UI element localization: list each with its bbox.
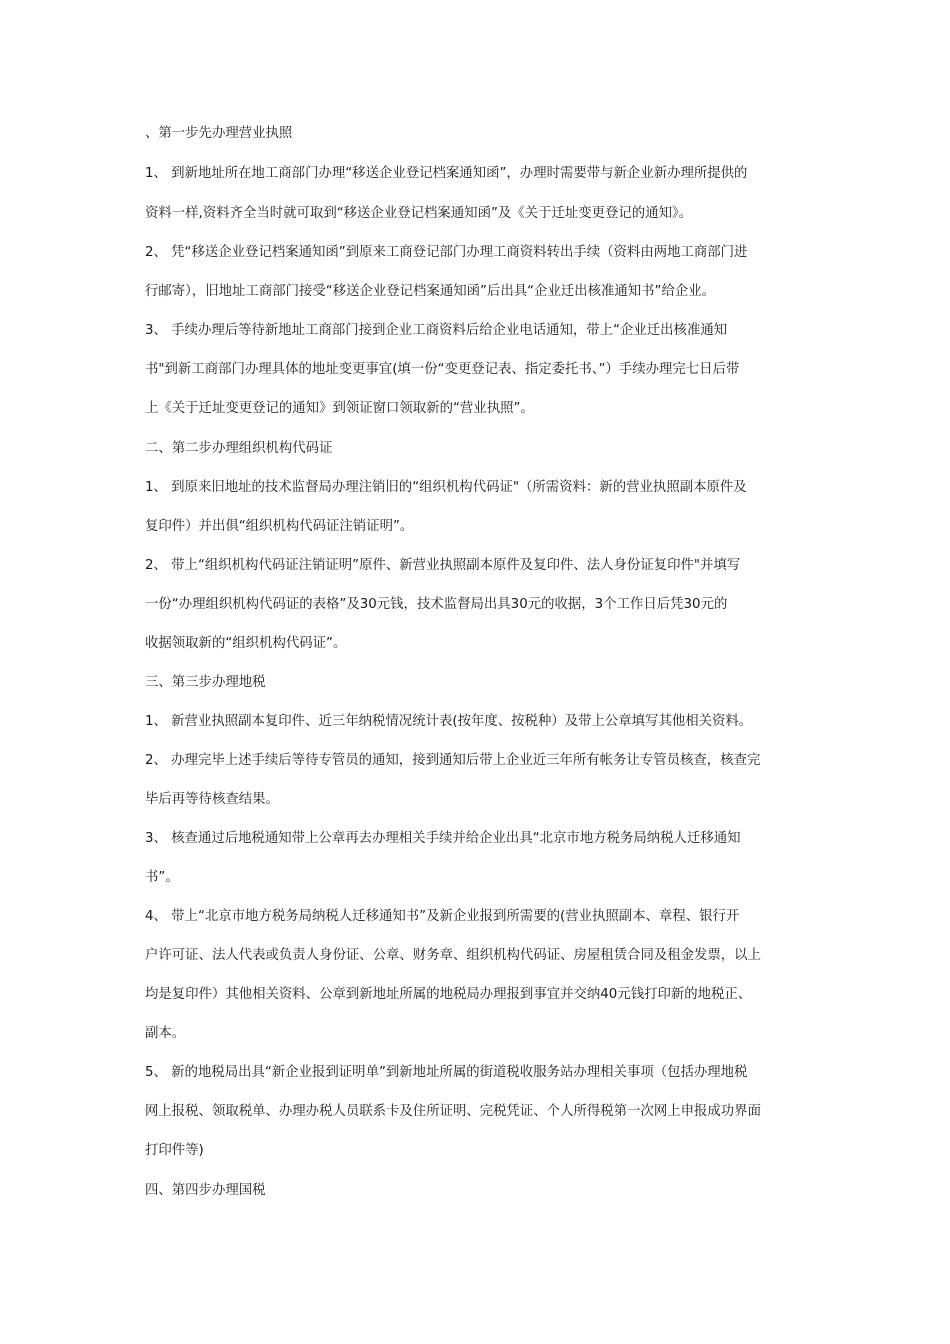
paragraph-line: 一份“办理组织机构代码证的表格”及30元钱，技术监督局出具30元的收据，3个工作日后凭30元的 xyxy=(145,597,728,612)
paragraph-line: 资料一样,资料齐全当时就可取到“移送企业登记档案通知函”及《关于迁址变更登记的通知》。 xyxy=(145,206,693,221)
paragraph-line: 打印件等) xyxy=(145,1143,204,1158)
paragraph-line: 副本。 xyxy=(145,1026,186,1041)
paragraph-line: 2、 凭“移送企业登记档案通知函”到原来工商登记部门办理工商资料转出手续（资料由两地工商部门进 xyxy=(145,245,748,260)
paragraph-line: 复印件）并出俱“组织机构代码证注销证明”。 xyxy=(145,519,414,534)
paragraph-line: 4、 带上“北京市地方税务局纳税人迁移通知书”及新企业报到所需要的(营业执照副本、章程、银行开 xyxy=(145,909,740,924)
paragraph-line: 毕后再等待核查结果。 xyxy=(145,792,279,807)
paragraph-line: 收据领取新的“组织机构代码证”。 xyxy=(145,636,347,651)
section-heading-step-2: 二、第二步办理组织机构代码证 xyxy=(145,441,333,456)
section-heading-step-3: 三、第三步办理地税 xyxy=(145,675,266,690)
paragraph-line: 行邮寄），旧地址工商部门接受“移送企业登记档案通知函”后出具“企业迁出核准通知书”给企业。 xyxy=(145,284,716,299)
section-heading-step-1: 、第一步先办理营业执照 xyxy=(145,126,293,141)
section-heading-step-4: 四、第四步办理国税 xyxy=(145,1183,266,1198)
paragraph-line: 户许可证、法人代表或负责人身份证、公章、财务章、组织机构代码证、房屋租赁合同及租金发票，以上 xyxy=(145,948,761,963)
paragraph-line: 1、 到新地址所在地工商部门办理“移送企业登记档案通知函”，办理时需要带与新企业新办理所提供的 xyxy=(145,166,748,181)
paragraph-line: 书"到新工商部门办理具体的地址变更事宜(填一份“变更登记表、指定委托书、”）手续办理完七日后带 xyxy=(145,362,740,377)
paragraph-line: 均是复印件）其他相关资料、公章到新地址所属的地税局办理报到事宜并交纳40元钱打印新的地税正、 xyxy=(145,987,752,1002)
paragraph-line: 2、 带上“组织机构代码证注销证明”原件、新营业执照副本原件及复印件、法人身份证复印件"并填写 xyxy=(145,558,741,573)
paragraph-line: 3、 手续办理后等待新地址工商部门接到企业工商资料后给企业电话通知，带上“企业迁出核准通知 xyxy=(145,323,728,338)
paragraph-line: 1、 到原来旧地址的技术监督局办理注销旧的“组织机构代码证"（所需资料：新的营业执照副本原件及 xyxy=(145,480,747,495)
paragraph-line: 5、 新的地税局出具“新企业报到证明单”到新地址所属的街道税收服务站办理相关事项（包括办理地税 xyxy=(145,1065,748,1080)
paragraph-line: 书”。 xyxy=(145,870,179,885)
paragraph-line: 1、 新营业执照副本复印件、近三年纳税情况统计表(按年度、按税种）及带上公章填写其他相关资料。 xyxy=(145,714,753,729)
paragraph-line: 2、 办理完毕上述手续后等待专管员的通知，接到通知后带上企业近三年所有帐务让专管员核查，核查完 xyxy=(145,753,761,768)
paragraph-line: 网上报税、领取税单、办理办税人员联系卡及住所证明、完税凭证、个人所得税第一次网上申报成功界面 xyxy=(145,1104,761,1119)
paragraph-line: 3、 核查通过后地税通知带上公章再去办理相关手续并给企业出具“北京市地方税务局纳税人迁移通知 xyxy=(145,831,741,846)
paragraph-line: 上《关于迁址变更登记的通知》到领证窗口领取新的“营业执照”。 xyxy=(145,401,534,416)
